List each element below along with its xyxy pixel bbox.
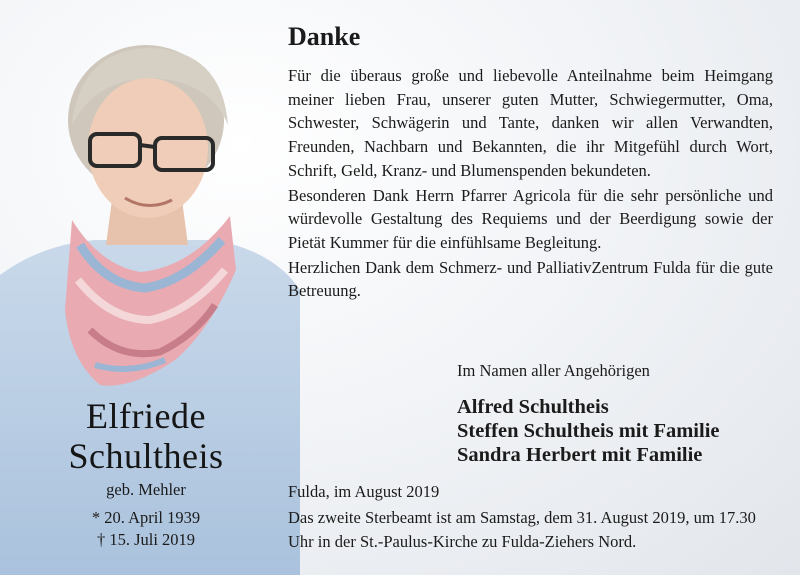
thanks-paragraph: Herzlichen Dank dem Schmerz- und PalliativZentrum Fulda für die gute Betreuung. <box>288 257 773 301</box>
birth-date: * 20. April 1939 <box>91 508 201 527</box>
service-note: Das zweite Sterbeamt ist am Samstag, dem 31. August 2019, um 17.30 Uhr in der St.-Paulus-Kirche zu Fulda-Ziehers Nord. <box>288 508 756 551</box>
thanks-paragraph: Für die überaus große und liebevolle Anteilnahme beim Heimgang meiner lieben Frau, unserer guten Mutter, Schwiegermutter, Oma, Schwester, Schwägerin und Tante, danken wir allen Verwandten, Freunden, Nachbarn und Bekannten, die ihr Mitgefühl durch Wort, Schrift, Geld, Kranz- und Blumenspenden bekundeten. <box>288 66 773 180</box>
thanks-paragraph: Besonderen Dank Herrn Pfarrer Agricola für die sehr persönliche und würdevolle Gestaltung des Requiems und der Beerdigung sowie der Pietät Kummer für die einfühlsame Begleitung. <box>288 185 773 252</box>
signer-name: Alfred Schultheis <box>457 396 609 418</box>
last-name: Schultheis <box>68 436 224 476</box>
thanks-text <box>288 64 773 303</box>
behalf-line: Im Namen aller Angehörigen <box>457 361 650 380</box>
signer-name: Steffen Schultheis mit Familie <box>457 420 720 442</box>
first-name: Elfriede <box>86 396 206 436</box>
signer-name: Sandra Herbert mit Familie <box>457 444 703 466</box>
notice-heading: Danke <box>288 22 361 51</box>
place-date: Fulda, im August 2019 <box>288 482 440 501</box>
birth-name: geb. Mehler <box>106 480 186 499</box>
death-date: † 15. Juli 2019 <box>96 530 196 549</box>
